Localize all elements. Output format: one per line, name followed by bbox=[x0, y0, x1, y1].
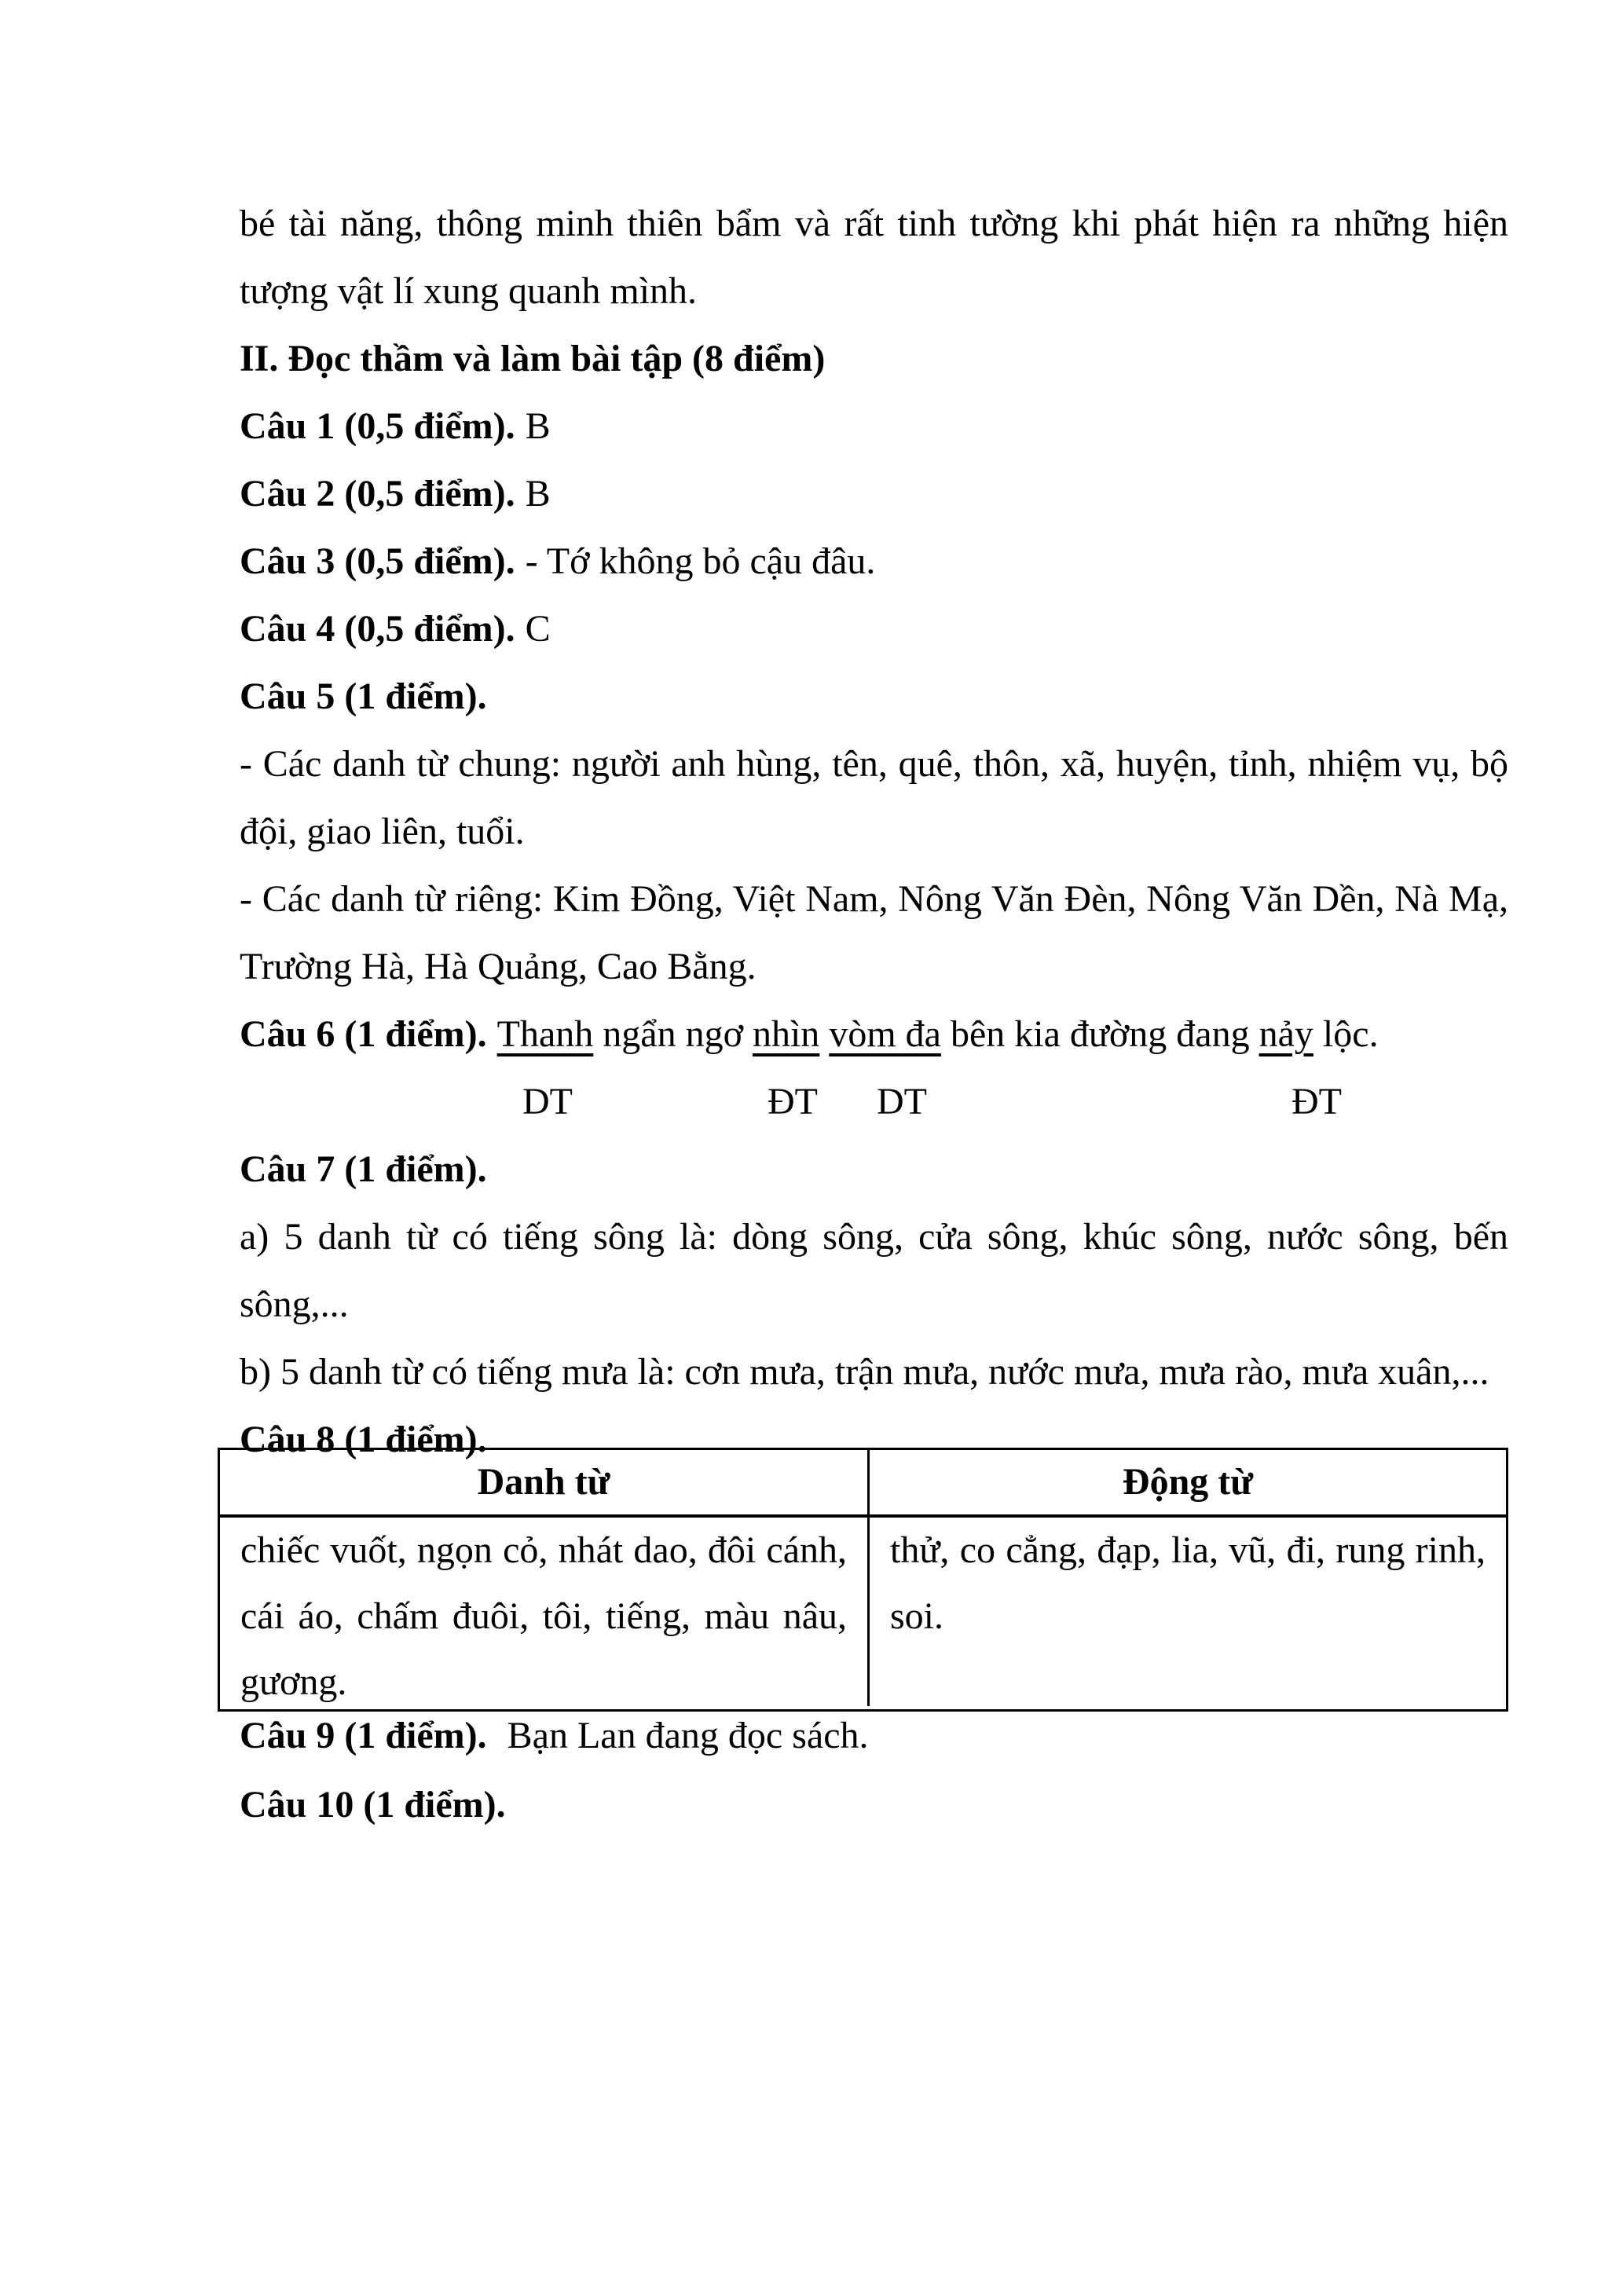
pos-label-dt-4: ĐT bbox=[1291, 1081, 1342, 1122]
table-header-noun: Danh từ bbox=[220, 1450, 870, 1514]
pos-label-dt-1: DT bbox=[522, 1081, 573, 1122]
cau6-pos-label-row bbox=[240, 1067, 1508, 1137]
cau5-common-nouns-line-2: đội, giao liên, tuổi. bbox=[240, 811, 525, 852]
cau6-word-thanh: Thanh bbox=[496, 1013, 594, 1055]
question-label-cau4: Câu 4 (0,5 điểm). bbox=[240, 608, 515, 650]
cau7a-line-1: a) 5 danh từ có tiếng sông là: dòng sông, cửa sông, khúc sông, nước sông, bến bbox=[240, 1216, 1508, 1258]
cau6-text: lộc. bbox=[1313, 1013, 1379, 1055]
noun-cell-line: chiếc vuốt, ngọn cỏ, nhát dao, đôi cánh, bbox=[240, 1529, 847, 1571]
question-label-cau5: Câu 5 (1 điểm). bbox=[240, 676, 487, 717]
question-label-cau10: Câu 10 (1 điểm). bbox=[240, 1784, 506, 1825]
cau6-sentence bbox=[497, 1013, 1379, 1055]
answer-text-cau4: C bbox=[525, 608, 551, 650]
section-heading: II. Đọc thầm và làm bài tập (8 điểm) bbox=[240, 338, 826, 379]
question-label-cau8: Câu 8 (1 điểm). bbox=[240, 1419, 487, 1460]
table-header-verb: Động từ bbox=[1122, 1461, 1254, 1503]
verb-cell-line: thử, co cẳng, đạp, lia, vũ, đi, rung rinh, bbox=[890, 1529, 1486, 1571]
table-cell-nouns bbox=[220, 1518, 870, 1706]
cau5-common-nouns-line-1: - Các danh từ chung: người anh hùng, tên, quê, thôn, xã, huyện, tỉnh, nhiệm vụ, bộ bbox=[240, 743, 1508, 785]
cau8-answers-table bbox=[218, 1448, 1508, 1712]
answer-line-cau2 bbox=[240, 460, 1508, 529]
cau6-text: ngẩn ngơ bbox=[593, 1013, 753, 1055]
intro-paragraph-line-2: tượng vật lí xung quanh mình. bbox=[240, 270, 698, 312]
answer-line-cau7 bbox=[240, 1135, 1508, 1204]
pos-label-dt-3: DT bbox=[877, 1081, 927, 1122]
cau5-proper-nouns-line-2: Trường Hà, Hà Quảng, Cao Bằng. bbox=[240, 946, 757, 987]
intro-paragraph-line-1: bé tài năng, thông minh thiên bẩm và rất tinh tường khi phát hiện ra những hiện bbox=[240, 203, 1508, 244]
noun-cell-line: cái áo, chấm đuôi, tôi, tiếng, màu nâu, bbox=[240, 1595, 847, 1637]
question-label-cau1: Câu 1 (0,5 điểm). bbox=[240, 405, 515, 447]
cau6-text bbox=[819, 1013, 829, 1055]
verb-cell-line: soi. bbox=[890, 1595, 944, 1637]
question-label-cau9: Câu 9 (1 điểm). bbox=[240, 1715, 487, 1756]
cau7b-line: b) 5 danh từ có tiếng mưa là: cơn mưa, trận mưa, nước mưa, mưa rào, mưa xuân,... bbox=[240, 1351, 1489, 1393]
question-label-cau3: Câu 3 (0,5 điểm). bbox=[240, 540, 515, 582]
answer-line-cau4 bbox=[240, 595, 1508, 664]
cau6-text: bên kia đường đang bbox=[940, 1013, 1259, 1055]
page-content bbox=[240, 0, 1508, 2296]
cau6-word-vom-da: vòm đa bbox=[829, 1013, 941, 1055]
answer-line-cau6 bbox=[240, 1000, 1508, 1069]
table-header-row bbox=[220, 1450, 1506, 1518]
cau6-word-nay: nảy bbox=[1258, 1013, 1313, 1055]
cau6-word-nhin: nhìn bbox=[752, 1013, 820, 1055]
answer-text-cau3: - Tớ không bỏ cậu đâu. bbox=[525, 540, 876, 582]
answer-line-cau1 bbox=[240, 392, 1508, 461]
answer-line-cau5 bbox=[240, 662, 1508, 731]
answer-text-cau1: B bbox=[525, 405, 551, 447]
table-cell-verbs bbox=[870, 1518, 1506, 1706]
table-body-row bbox=[220, 1518, 1506, 1706]
answer-line-cau10 bbox=[240, 1771, 1508, 1840]
question-label-cau7: Câu 7 (1 điểm). bbox=[240, 1148, 487, 1190]
answer-line-cau3 bbox=[240, 527, 1508, 596]
question-label-cau2: Câu 2 (0,5 điểm). bbox=[240, 473, 515, 514]
question-label-cau6: Câu 6 (1 điểm). bbox=[240, 1013, 487, 1055]
answer-text-cau2: B bbox=[525, 473, 551, 514]
cau5-proper-nouns-line-1: - Các danh từ riêng: Kim Đồng, Việt Nam, Nông Văn Đèn, Nông Văn Dền, Nà Mạ, bbox=[240, 878, 1508, 920]
answer-text-cau9: Bạn Lan đang đọc sách. bbox=[507, 1715, 869, 1756]
pos-label-dt-2: ĐT bbox=[768, 1081, 818, 1122]
cau7a-line-2: sông,... bbox=[240, 1283, 349, 1325]
noun-cell-line: gương. bbox=[240, 1661, 347, 1703]
